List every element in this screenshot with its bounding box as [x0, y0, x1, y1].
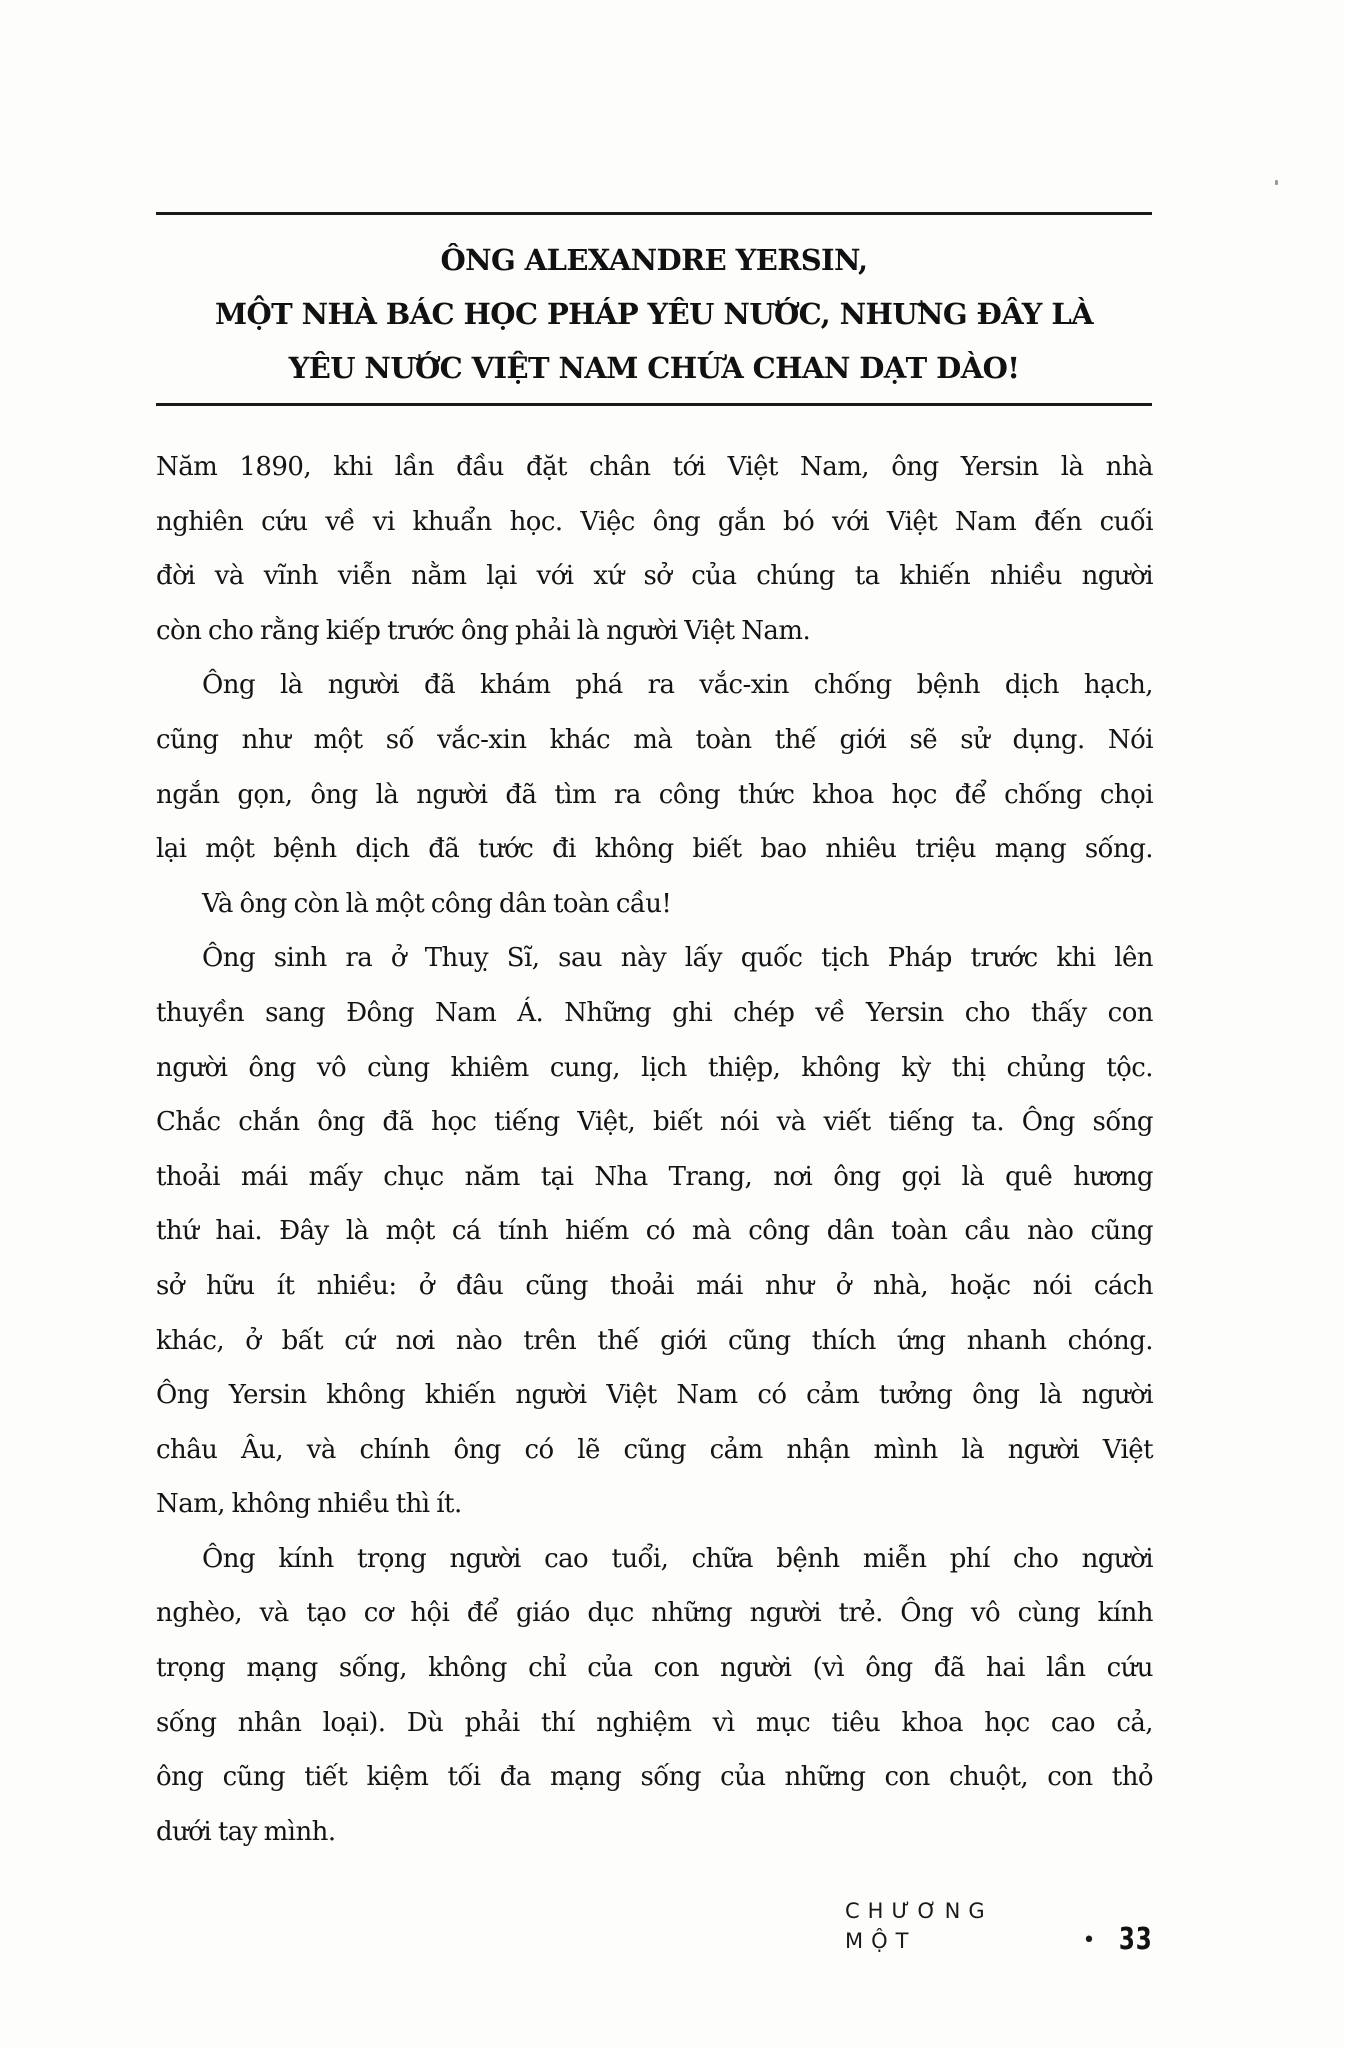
text-line: Năm 1890, khi lần đầu đặt chân tới Việt Nam, ông Yersin là nhà: [156, 452, 1153, 482]
chapter-running-head: CHƯƠNG MỘT: [845, 1899, 993, 1953]
heading-line: MỘT NHÀ BÁC HỌC PHÁP YÊU NƯỚC, NHƯNG ĐÂY LÀ: [214, 297, 1094, 331]
text-line: sống nhân loại). Dù phải thí nghiệm vì mục tiêu khoa học cao cả,: [156, 1707, 1153, 1738]
paper-speck: [1275, 180, 1278, 185]
body-text: [156, 440, 1153, 1859]
text-line: thứ hai. Đây là một cá tính hiếm có mà công dân toàn cầu nào cũng: [156, 1216, 1153, 1247]
paragraph: [156, 440, 1153, 658]
text-line: Nam, không nhiều thì ít.: [156, 1489, 462, 1520]
heading-line: ÔNG ALEXANDRE YERSIN,: [440, 243, 868, 277]
heading-line: YÊU NƯỚC VIỆT NAM CHỨA CHAN DẠT DÀO!: [288, 351, 1020, 385]
text-line: cũng như một số vắc-xin khác mà toàn thế giới sẽ sử dụng. Nói: [156, 724, 1153, 755]
text-line: còn cho rằng kiếp trước ông phải là người Việt Nam.: [156, 615, 811, 646]
text-line: Ông Yersin không khiến người Việt Nam có cảm tưởng ông là người: [156, 1380, 1153, 1411]
page-footer: [845, 1899, 1153, 1957]
text-line: lại một bệnh dịch đã tước đi không biết bao nhiêu triệu mạng sống.: [156, 834, 1153, 865]
paragraph: [156, 658, 1153, 876]
heading-bottom-rule: [156, 403, 1152, 406]
text-line: trọng mạng sống, không chỉ của con người (vì ông đã hai lần cứu: [156, 1653, 1153, 1684]
section-heading: [156, 233, 1152, 395]
text-line: Chắc chắn ông đã học tiếng Việt, biết nói và viết tiếng ta. Ông sống: [156, 1107, 1153, 1138]
text-line: thuyền sang Đông Nam Á. Những ghi chép về Yersin cho thấy con: [156, 997, 1153, 1028]
paragraph: [156, 1532, 1153, 1860]
text-line: thoải mái mấy chục năm tại Nha Trang, nơi ông gọi là quê hương: [156, 1161, 1153, 1192]
text-line: đời và vĩnh viễn nằm lại với xứ sở của chúng ta khiến nhiều người: [156, 561, 1153, 592]
text-line: khác, ở bất cứ nơi nào trên thế giới cũng thích ứng nhanh chóng.: [156, 1325, 1153, 1356]
text-line: sở hữu ít nhiều: ở đâu cũng thoải mái như ở nhà, hoặc nói cách: [156, 1270, 1153, 1301]
text-line: người ông vô cùng khiêm cung, lịch thiệp, không kỳ thị chủng tộc.: [156, 1052, 1153, 1083]
bullet-separator-icon: •: [1082, 1928, 1096, 1953]
text-line: Ông kính trọng người cao tuổi, chữa bệnh miễn phí cho người: [202, 1543, 1153, 1574]
heading-top-rule: [156, 212, 1152, 215]
text-line: dưới tay mình.: [156, 1816, 336, 1847]
text-line: Ông sinh ra ở Thuỵ Sĩ, sau này lấy quốc tịch Pháp trước khi lên: [202, 943, 1153, 974]
text-line: châu Âu, và chính ông có lẽ cũng cảm nhận mình là người Việt: [156, 1434, 1153, 1465]
text-line: Ông là người đã khám phá ra vắc-xin chống bệnh dịch hạch,: [202, 670, 1153, 701]
text-line: Và ông còn là một công dân toàn cầu!: [202, 888, 672, 919]
paragraph: [156, 877, 1153, 932]
page-number: 33: [1119, 1922, 1153, 1957]
text-line: nghiên cứu về vi khuẩn học. Việc ông gắn bó với Việt Nam đến cuối: [156, 506, 1153, 537]
text-line: ông cũng tiết kiệm tối đa mạng sống của những con chuột, con thỏ: [156, 1762, 1153, 1793]
text-line: ngắn gọn, ông là người đã tìm ra công thức khoa học để chống chọi: [156, 779, 1153, 810]
paragraph: [156, 931, 1153, 1532]
text-line: nghèo, và tạo cơ hội để giáo dục những người trẻ. Ông vô cùng kính: [156, 1598, 1153, 1629]
